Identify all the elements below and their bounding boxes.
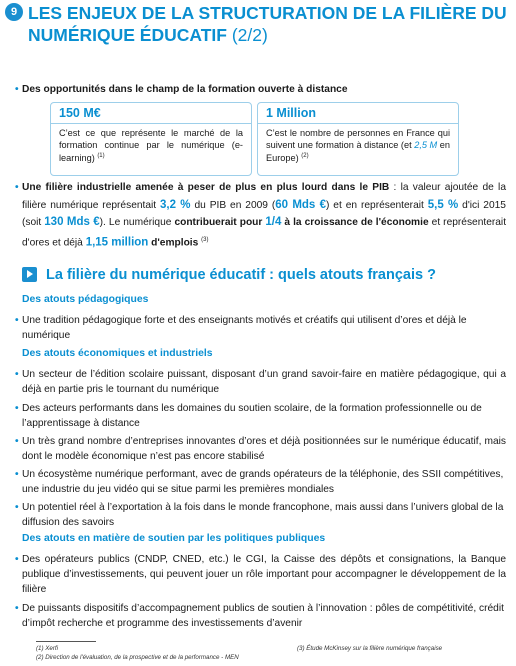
list-item-text: Des acteurs performants dans les domaines du soutien scolaire, de la formation professionnelle ou de l’apprentissage à distance [22, 403, 482, 429]
footnote-ref: (3) [201, 236, 209, 243]
industry-value: 1/4 [265, 216, 282, 228]
intro-bullet [15, 82, 506, 97]
group-title-economic: Des atouts économiques et industriels [22, 348, 213, 359]
industry-value: 60 Mds € [275, 198, 326, 211]
industry-lead: Une filière industrielle amenée à peser de plus en plus lourd dans le PIB [22, 182, 390, 193]
group-title-pedagogical: Des atouts pédagogiques [22, 294, 149, 305]
footnote-3: (3) Étude McKinsey sur la filière numérique française [297, 645, 443, 652]
industry-text: ) et en représenterait [326, 199, 428, 211]
industry-value: 130 Mds € [44, 216, 100, 228]
footnote-ref: (1) [97, 153, 105, 159]
stat-card-text [258, 124, 458, 165]
stat-card-value: 1 Million [258, 103, 458, 124]
list-item [15, 552, 506, 597]
footnote-1: (1) Xerfi [36, 645, 59, 652]
list-item-text: Un secteur de l’édition scolaire puissant, disposant d’un grand savoir-faire en matière pédagogique, qui a déjà en partie pris le tournant du numérique [22, 369, 506, 395]
list-item-text: Des opérateurs publics (CNDP, CNED, etc.) le CGI, la Caisse des dépôts et consignations, la Banque publique d’investissements, qui peuvent jouer un rôle important pour accompagner le développement de la filière [22, 554, 506, 595]
section-header [22, 265, 502, 285]
list-item-text: Un écosystème numérique performant, avec de grands opérateurs de la téléphonie, des SSII compétitives, une industrie du jeu vidéo qui se situe parmi les premières mondiales [22, 469, 504, 495]
list-item [15, 467, 506, 497]
industry-bold: d'emplois [148, 236, 199, 248]
bullet-dot-icon: • [15, 84, 19, 95]
industry-text: d'ici 2015 (soit [22, 199, 506, 228]
list-item-text: Un très grand nombre d’entreprises innovantes d’ores et déjà positionnées sur le numérique éducatif, mais dont le modèle économique n’est pas encore stabilisé [22, 436, 506, 462]
title-line-2 [28, 24, 508, 46]
list-item [15, 601, 506, 631]
industry-text: du PIB en 2009 ( [190, 199, 276, 211]
industry-value: 3,2 % [160, 198, 191, 211]
bullet-dot-icon: • [15, 469, 19, 480]
stat-card-text [51, 124, 251, 165]
industry-text: et représenterait d'ores et déjà [22, 217, 507, 248]
footnote-ref: (2) [301, 153, 309, 159]
industry-text: : la valeur ajoutée de la filière numérique représentait [22, 182, 506, 211]
stat-card-value: 150 M€ [51, 103, 251, 124]
stat-card-description: C’est le nombre de personnes en France qui suivent une formation à distance (et [266, 128, 450, 150]
industry-bold: contribuerait pour [174, 217, 266, 228]
stat-card-description-end: en Europe) [266, 139, 450, 164]
bullet-dot-icon: • [15, 315, 19, 326]
list-item-text: Une tradition pédagogique forte et des enseignants motivés et créatifs qui utilisent d’ores et déjà le numérique [22, 315, 467, 341]
industry-value: 1,15 million [85, 235, 149, 248]
stat-card-highlight: 2,5 M [414, 139, 438, 150]
section-title: La filière du numérique éducatif : quels atouts français ? [46, 267, 436, 283]
title-line-1: LES ENJEUX DE LA STRUCTURATION DE LA FILIÈRE DU [28, 3, 507, 23]
title-suffix: (2/2) [231, 25, 268, 45]
list-item [15, 401, 506, 431]
bullet-dot-icon: • [15, 554, 19, 565]
industry-bold: à la croissance de l'économie [281, 217, 429, 228]
industry-bullet [15, 180, 507, 251]
bullet-dot-icon: • [15, 182, 19, 193]
list-item [15, 500, 506, 530]
bullet-dot-icon: • [15, 369, 19, 380]
industry-text: ). Le numérique [99, 217, 175, 228]
bullet-dot-icon: • [15, 436, 19, 447]
list-item-text: De puissants dispositifs d’accompagnement publics de soutien à l’innovation : pôles de compétitivité, crédit d’impôt recherche et programme des investissements d’avenir [22, 603, 504, 629]
page-title [28, 2, 508, 46]
bullet-dot-icon: • [15, 403, 19, 414]
group-title-public-policy: Des atouts en matière de soutien par les politiques publiques [22, 533, 326, 544]
intro-bullet-text: Des opportunités dans le champ de la formation ouverte à distance [22, 84, 348, 95]
industry-value: 5,5 % [427, 198, 459, 211]
list-item [15, 367, 506, 397]
stat-card-elearning [50, 102, 252, 176]
footnote-divider [36, 641, 96, 642]
play-arrow-icon [22, 267, 37, 282]
list-item-text: Un potentiel réel à l’exportation à la fois dans le monde francophone, mais aussi dans l’univers global de la diffusion des savoirs [22, 502, 504, 528]
list-item [15, 434, 506, 464]
list-item [15, 313, 506, 343]
footnote-2: (2) Direction de l'évaluation, de la prospective et de la performance - MEN [36, 654, 239, 661]
stat-card-description: C’est ce que représente le marché de la formation continue par le numérique (e-learning) [59, 128, 243, 164]
page-number-badge: 9 [5, 3, 23, 21]
bullet-dot-icon: • [15, 502, 19, 513]
bullet-dot-icon: • [15, 603, 19, 614]
title-line-2-text: NUMÉRIQUE ÉDUCATIF [28, 25, 227, 45]
stat-card-distance-learning [257, 102, 459, 176]
